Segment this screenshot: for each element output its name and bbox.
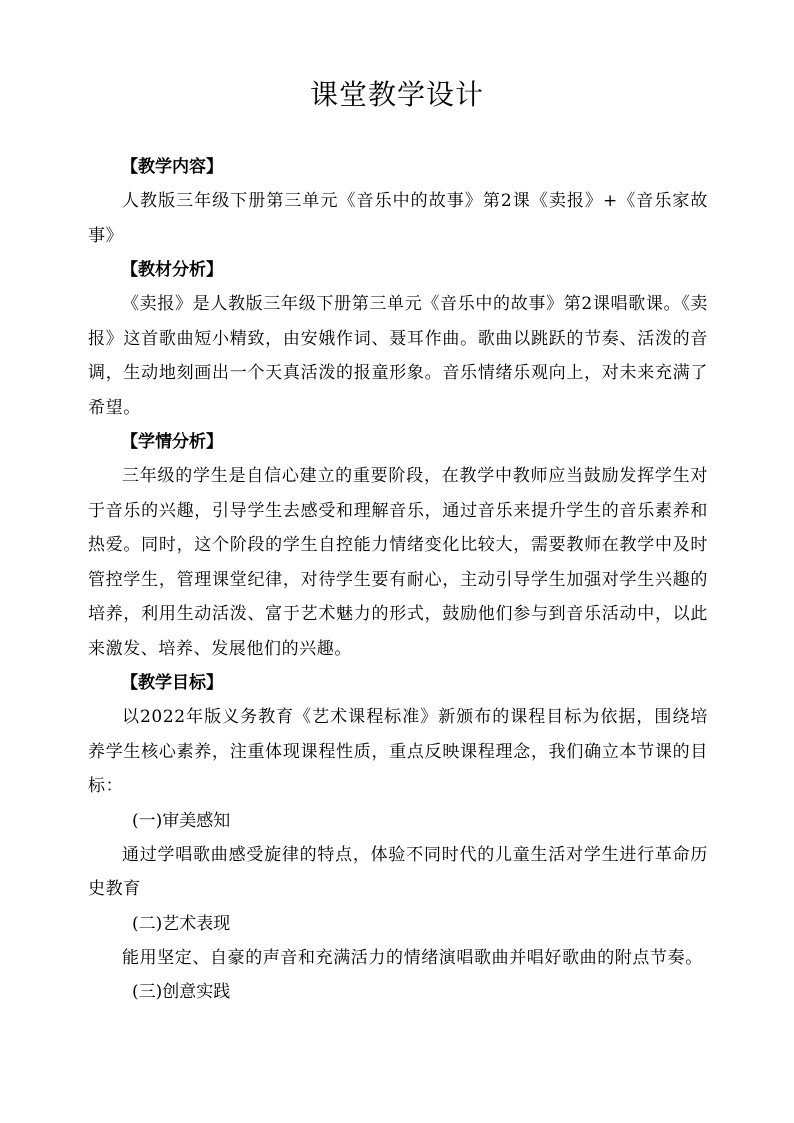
goal-text-2: 能用坚定、自豪的声音和充满活力的情绪演唱歌曲并唱好歌曲的附点节奏。 bbox=[122, 947, 703, 968]
paragraph-material: 《卖报》是人教版三年级下册第三单元《音乐中的故事》第2课唱歌课。《卖报》这首歌曲短小精致，由安娥作词、聂耳作曲。歌曲以跳跃的节奏、活泼的音调，生动地刻画出一个天真活泼的报童形象。音乐情绪乐观向上，对未来充满了希望。 bbox=[88, 294, 708, 418]
goal-text-1: 通过学唱歌曲感受旋律的特点，体验不同时代的儿童生活对学生进行革命历史教育 bbox=[88, 844, 708, 899]
paragraph-content: 人教版三年级下册第三单元《音乐中的故事》第2课《卖报》+《音乐家故事》 bbox=[88, 191, 708, 246]
goal-label-2: (二)艺术表现 bbox=[132, 913, 231, 934]
goal-label-3: (三)创意实践 bbox=[132, 982, 231, 1002]
paragraph-goals-intro: 以2022年版义务教育《艺术课程标准》新颁布的课程目标为依据，围绕培养学生核心素养，注重体现课程性质，重点反映课程理念，我们确立本节课的目标： bbox=[88, 707, 708, 796]
document-body bbox=[88, 150, 708, 1009]
section-heading-students: 【学情分析】 bbox=[121, 432, 223, 452]
section-heading-content: 【教学内容】 bbox=[121, 157, 223, 177]
section-heading-material: 【教材分析】 bbox=[121, 260, 223, 280]
paragraph-students: 三年级的学生是自信心建立的重要阶段，在教学中教师应当鼓励发挥学生对于音乐的兴趣，引导学生去感受和理解音乐，通过音乐来提升学生的音乐素养和热爱。同时，这个阶段的学生自控能力情绪变化比较大，需要教师在教学中及时管控学生，管理课堂纪律，对待学生要有耐心，主动引导学生加强对学生兴趣的培养，利用生动活泼、富于艺术魅力的形式，鼓励他们参与到音乐活动中，以此来激发、培养、发展他们的兴趣。 bbox=[88, 466, 708, 659]
page-title: 课堂教学设计 bbox=[309, 78, 484, 111]
goal-label-1: (一)审美感知 bbox=[132, 810, 231, 831]
section-heading-goals: 【教学目标】 bbox=[121, 673, 223, 693]
